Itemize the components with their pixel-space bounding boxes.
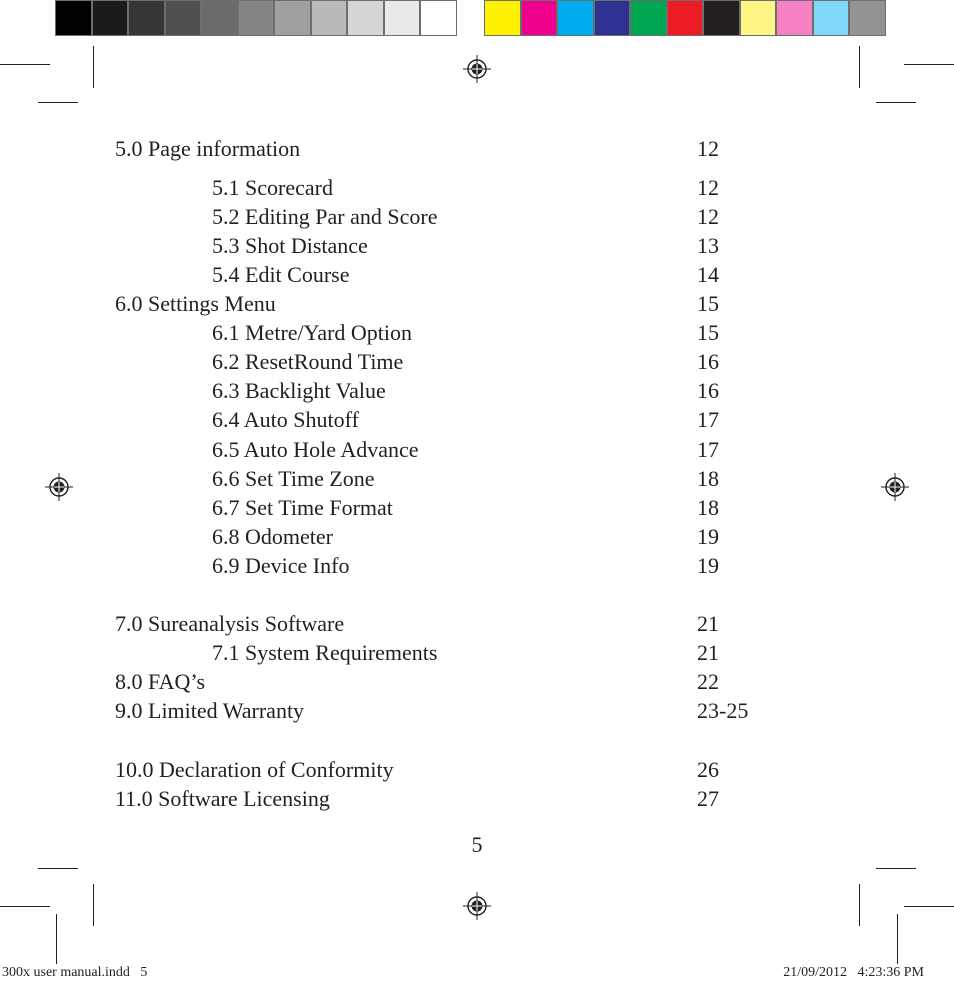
gray-swatch — [128, 0, 165, 36]
gray-swatch — [201, 0, 238, 36]
gray-swatch — [347, 0, 384, 36]
toc-entry-page: 15 — [697, 291, 719, 316]
toc-entry-page: 17 — [697, 407, 719, 432]
toc-entry — [0, 638, 954, 667]
toc-entry — [0, 173, 954, 202]
toc-entry-page: 23-25 — [697, 698, 749, 723]
toc-entry — [0, 405, 954, 434]
registration-mark-icon — [463, 892, 491, 920]
toc-entry-title: 6.1 Metre/Yard Option — [212, 320, 413, 345]
toc-entry-page: 26 — [697, 757, 719, 782]
color-swatch — [667, 0, 704, 36]
toc-entry-title: 7.0 Sureanalysis Software — [115, 611, 345, 636]
color-swatch — [521, 0, 558, 36]
toc-entry — [0, 134, 954, 163]
toc-entry-title: 5.3 Shot Distance — [212, 233, 368, 258]
crop-mark — [897, 914, 898, 964]
toc-entry — [0, 755, 954, 784]
toc-entry-title: 5.4 Edit Course — [212, 262, 350, 287]
toc-entry — [0, 376, 954, 405]
toc-entry — [0, 435, 954, 464]
toc-entry-title: 6.9 Device Info — [212, 553, 350, 578]
toc-entry-title: 5.2 Editing Par and Score — [212, 204, 438, 229]
slug-timestamp: 21/09/2012 4:23:36 PM — [783, 965, 924, 980]
toc-entry-page: 12 — [697, 175, 719, 200]
toc-entry-title: 6.4 Auto Shutoff — [212, 407, 359, 432]
color-swatch — [849, 0, 886, 36]
toc-entry-page: 18 — [697, 466, 719, 491]
toc-entry-page: 12 — [697, 204, 719, 229]
toc-entry-title: 10.0 Declaration of Conformity — [115, 757, 394, 782]
crop-mark — [904, 906, 954, 907]
gray-swatch — [55, 0, 92, 36]
toc-entry — [0, 784, 954, 813]
toc-entry — [0, 464, 954, 493]
toc-entry-title: 7.1 System Requirements — [212, 640, 438, 665]
gray-swatch — [420, 0, 457, 36]
color-swatch — [813, 0, 850, 36]
crop-mark — [859, 884, 860, 926]
toc-entry — [0, 696, 954, 725]
crop-mark — [93, 46, 94, 88]
gray-swatch — [311, 0, 348, 36]
toc-entry-page: 17 — [697, 437, 719, 462]
toc-entry-page: 19 — [697, 553, 719, 578]
grayscale-color-bar — [55, 0, 457, 40]
toc-entry-page: 27 — [697, 786, 719, 811]
toc-entry-title: 6.0 Settings Menu — [115, 291, 276, 316]
color-swatch — [703, 0, 740, 36]
toc-entry-page: 22 — [697, 669, 719, 694]
toc-entry-title: 6.7 Set Time Format — [212, 495, 393, 520]
crop-mark — [56, 914, 57, 964]
registration-mark-icon — [463, 55, 491, 83]
process-color-bar — [484, 0, 886, 40]
toc-entry-title: 8.0 FAQ’s — [115, 669, 206, 694]
color-swatch — [630, 0, 667, 36]
toc-entry-title: 9.0 Limited Warranty — [115, 698, 305, 723]
crop-mark — [876, 868, 916, 869]
toc-entry-title: 6.2 ResetRound Time — [212, 349, 404, 374]
toc-entry — [0, 347, 954, 376]
color-swatch — [776, 0, 813, 36]
color-swatch — [484, 0, 521, 36]
toc-entry — [0, 551, 954, 580]
toc-entry-page: 14 — [697, 262, 719, 287]
toc-entry-page: 21 — [697, 611, 719, 636]
toc-entry-title: 6.5 Auto Hole Advance — [212, 437, 419, 462]
slug-file-info: 300x user manual.indd 5 — [2, 965, 148, 980]
color-swatch — [740, 0, 777, 36]
toc-entry-title: 11.0 Software Licensing — [115, 786, 330, 811]
toc-entry — [0, 289, 954, 318]
toc-entry — [0, 260, 954, 289]
toc-entry-page: 13 — [697, 233, 719, 258]
toc-entry-page: 15 — [697, 320, 719, 345]
toc-entry — [0, 493, 954, 522]
toc-entry-title: 6.6 Set Time Zone — [212, 466, 375, 491]
toc-entry — [0, 202, 954, 231]
toc-entry-title: 5.0 Page information — [115, 136, 301, 161]
color-swatch — [557, 0, 594, 36]
gray-swatch — [384, 0, 421, 36]
toc-entry-page: 18 — [697, 495, 719, 520]
crop-mark — [904, 64, 954, 65]
color-swatch — [594, 0, 631, 36]
toc-entry-title: 5.1 Scorecard — [212, 175, 333, 200]
toc-entry-page: 19 — [697, 524, 719, 549]
toc-entry-page: 16 — [697, 378, 719, 403]
toc-entry — [0, 667, 954, 696]
crop-mark — [38, 868, 78, 869]
toc-entry-page: 12 — [697, 136, 719, 161]
toc-entry-title: 6.8 Odometer — [212, 524, 333, 549]
gray-swatch — [92, 0, 129, 36]
crop-mark — [0, 906, 50, 907]
crop-mark — [38, 102, 78, 103]
toc-entry-page: 21 — [697, 640, 719, 665]
toc-entry — [0, 318, 954, 347]
page-number: 5 — [471, 832, 483, 857]
gray-swatch — [274, 0, 311, 36]
gray-swatch — [238, 0, 275, 36]
crop-mark — [0, 64, 50, 65]
crop-mark — [859, 46, 860, 88]
crop-mark — [876, 102, 916, 103]
gray-swatch — [165, 0, 202, 36]
crop-mark — [93, 884, 94, 926]
toc-entry — [0, 522, 954, 551]
toc-entry — [0, 231, 954, 260]
toc-entry — [0, 609, 954, 638]
toc-entry-page: 16 — [697, 349, 719, 374]
toc-entry-title: 6.3 Backlight Value — [212, 378, 386, 403]
